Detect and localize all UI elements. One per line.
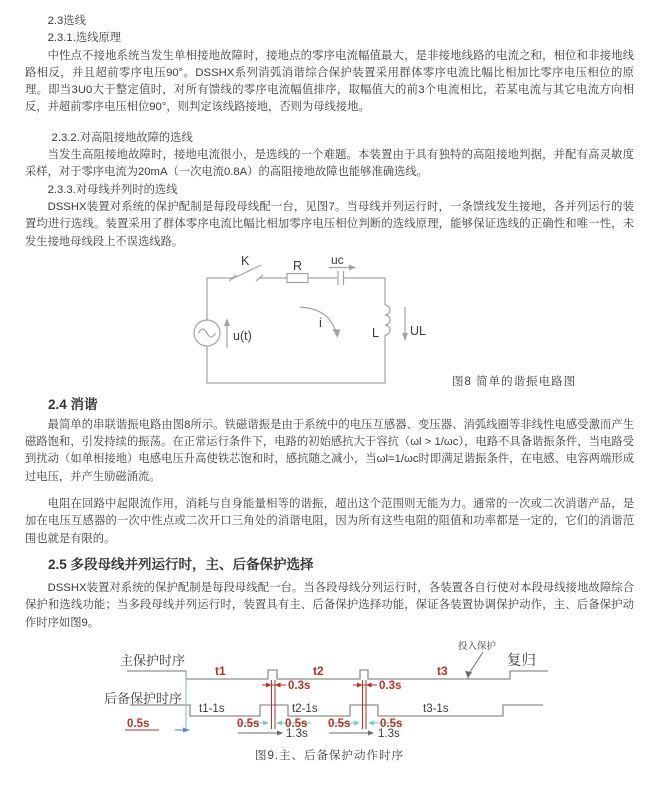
circuit-diagram-canvas [150,251,610,391]
paragraph-high-resistance-fault: 当发生高阻接地故障时，接地电流很小，是选线的一个难题。本装置由于具有独特的高阻接地判据，并配有高灵敏度采样，对于零序电流为20mA（一次电流0.8A）的高阻接地故障也能够准确选线。 [25,149,634,179]
inductor-label: L [372,325,379,340]
inductor-voltage-label: UL [410,323,426,338]
section-heading-2-3-1: 2.3.1.选线原理 [47,32,122,45]
blue-arrow-icon [175,727,190,732]
delay-03s-label-1: 0.3s [288,679,311,692]
paragraph-damping-resistor: 电阻在回路中起限流作用，消耗与自身能量相等的谐振，超出这个范围则无能为力。通常的一次或二次消谐产品，是加在电压互感器的一次中性点或二次开口三角处的消谐电阻，因为所有这些电阻的阻值和功率都是一定的，它们的消谐范围也就是有限的。 [25,498,634,545]
resistor-symbol [287,273,308,282]
t2-label: t2 [313,663,324,678]
delay-05s-label-2: 0.5s [237,717,260,730]
inductor-voltage-arrow-icon [402,307,408,341]
delay-03s-label-2: 0.3s [379,679,402,692]
source-voltage-arrow-icon [224,318,230,348]
backup-timeline-label: 后备保护时序 [104,690,183,706]
timing-diagram-canvas [95,637,565,747]
main-timeline-label: 主保护时序 [120,652,186,668]
section-heading-2-3-3: 2.3.3.对母线并列时的选线 [47,183,178,196]
window-13s-label-2: 1.3s [378,727,400,740]
t3-backup-label: t3-1s [423,702,449,715]
inductor-symbol [385,305,390,335]
main-protection-waveform [127,670,548,679]
paragraph-parallel-bus-selection: DSSHX装置对系统的保护配制是每段母线配一台，见图7。当母线并列运行时，一条馈线发生接地，各并列运行的装置均进行选线。装置采用了群体零序电流比幅比相加零序电压相位判断的选线原理，能够保证选线的正确性和唯一性，未发生接地母线段上不误选线路。 [25,200,634,248]
ac-source-symbol [194,320,220,346]
section-heading-2-3: 2.3选线 [47,15,86,27]
figure-8-caption: 图8 简单的谐振电路图 [452,375,577,388]
t2-backup-label: t2-1s [292,702,318,715]
delay-05s-label-1: 0.5s [127,717,150,730]
paragraph-ferroresonance: 最简单的串联谐振电路由图8所示。铁磁谐振是由于系统中的电压互感器、变压器、消弧线圈等非线性电感受激而产生磁路饱和，引发持续的振荡。在正常运行条件下，电路的初始感抗大于容抗（ωl > 1/ωc），电路不具备谐振条件，当电路受到扰动（如单相接地）电感电压升高使铁芯饱和时，感抗随之减小，当ωl=1/ωc时即满足谐振条件，在电感、电容两端形成过电压，并产生励磁涌流。 [25,418,634,483]
figure-8-circuit-diagram [25,251,634,390]
t1-backup-label: t1-1s [199,702,225,715]
capacitor-symbol [338,271,344,285]
resistor-label: R [293,258,303,273]
engage-annotation-arrow [465,652,483,678]
backup-protection-waveform [130,702,543,716]
delay-05s-label-4: 0.5s [328,717,351,730]
capacitor-voltage-label: uc [331,252,344,267]
section-heading-2-5: 2.5 多段母线并列运行时，主、后备保护选择 [47,556,314,572]
current-label: i [319,314,322,330]
paragraph-selection-principle: 中性点不接地系统当发生单相接地故障时，接地点的零序电流幅值最大，是非接地线路的电流之和，相位和非接地线路相反，并且超前零序电压90°。DSSHX系列消弧消谐综合保护装置采用群体零序电流比幅比相加比零序电压相位的原理。即当3U0大于整定值时，对所有馈线的零序电流幅值排序，取幅值大的前3个电流相比，若某电流与其它电流方向相反，并超前零序电压相位90°，则判定该线路接地，否则为母线接地。 [25,49,634,114]
delay-05s-label-5: 0.5s [380,717,403,730]
delay-05s-label-3: 0.5s [285,717,308,730]
t3-label: t3 [437,663,448,678]
figure-9-timing-diagram [25,637,634,743]
section-heading-2-4: 2.4 消谐 [47,396,98,412]
switch-label: K [241,253,250,268]
source-voltage-label: u(t) [233,328,252,343]
engage-label: 投入保护 [458,640,497,652]
window-13s-label-1: 1.3s [286,727,308,740]
paragraph-main-backup-protection: DSSHX装置对系统的保护配制是每段母线配一台。当各段母线分列运行时，各装置各自行使对本段母线接地故障综合保护和选线功能；当多段母线并列运行时，装置具有主、后备保护选择功能，保证各装置协调保护动作，主、后备保护动作时序如图9。 [25,581,634,629]
t1-label: t1 [215,663,226,678]
figure-9-caption: 图9.主、后备保护动作时序 [254,749,405,762]
reset-label: 复归 [507,652,536,669]
section-heading-2-3-2: 2.3.2.对高阻接地故障的选线 [51,131,193,144]
